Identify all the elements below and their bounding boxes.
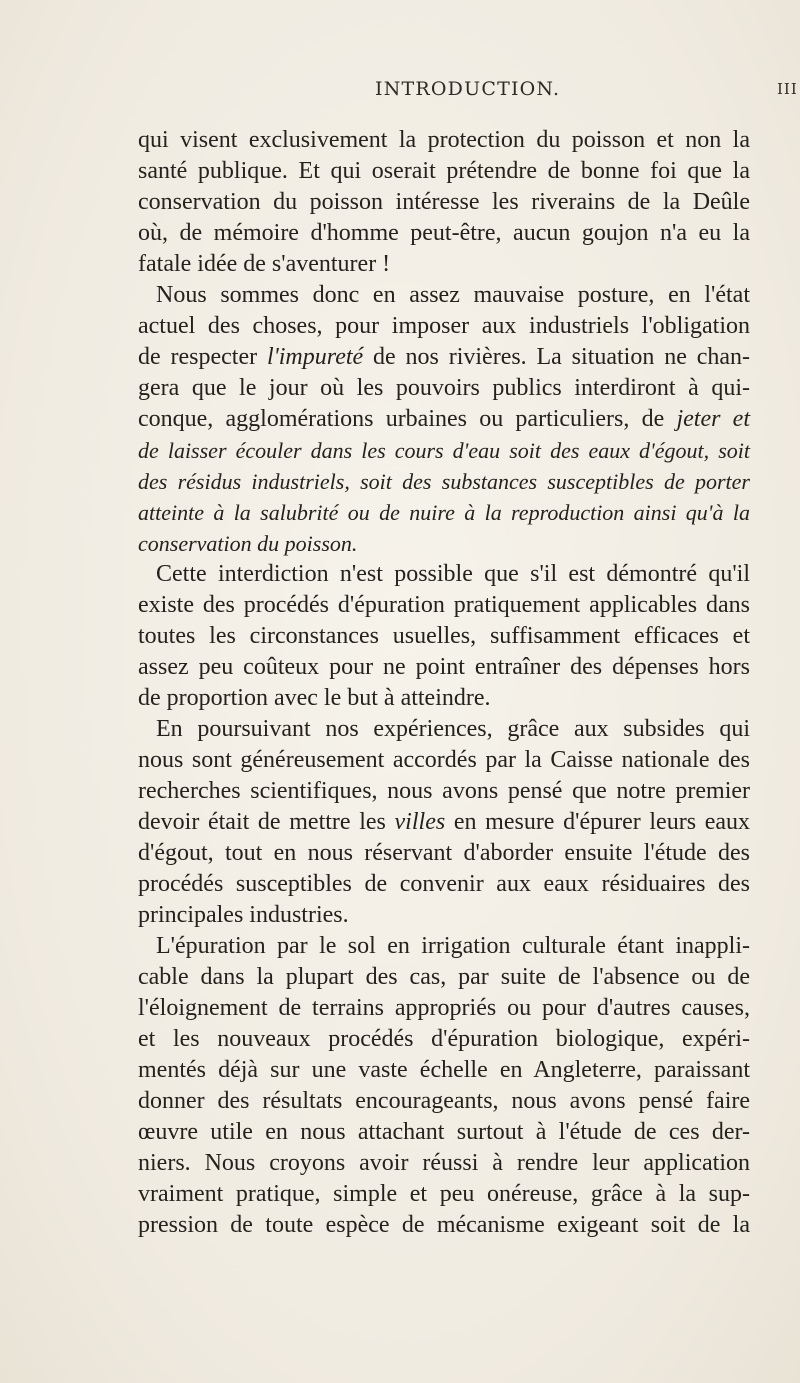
running-head — [0, 78, 800, 108]
text-line: qui visent exclusivement la protection du poisson et non la — [138, 127, 750, 153]
text-line: vraiment pratique, simple et peu onéreuse, grâce à la sup- — [138, 1181, 750, 1207]
text-line: atteinte à la salubrité ou de nuire à la reproduction ainsi qu'à la — [138, 500, 750, 525]
text-line: d'égout, tout en nous réservant d'aborder ensuite l'étude des — [138, 840, 750, 866]
text-line: œuvre utile en nous attachant surtout à l'étude de ces der- — [138, 1119, 750, 1145]
text-line: donner des résultats encourageants, nous avons pensé faire — [138, 1088, 750, 1114]
text-line: actuel des choses, pour imposer aux industriels l'obligation — [138, 313, 750, 339]
italic-phrase: jeter et — [676, 406, 750, 432]
text-line: de laisser écouler dans les cours d'eau soit des eaux d'égout, soit — [138, 438, 750, 463]
text-line: où, de mémoire d'homme peut-être, aucun goujon n'a eu la — [138, 220, 750, 246]
text-line: existe des procédés d'épuration pratiquement applicables dans — [138, 592, 750, 618]
text-line-mixed: devoir était de mettre les villes en mesure d'épurer leurs eaux — [138, 809, 751, 835]
text-line: et les nouveaux procédés d'épuration biologique, expéri- — [138, 1026, 750, 1052]
text-line: pression de toute espèce de mécanisme exigeant soit de la — [138, 1212, 750, 1238]
text-line: de proportion avec le but à atteindre. — [138, 685, 491, 711]
text-line: nous sont généreusement accordés par la Caisse nationale des — [138, 747, 750, 773]
text-line: mentés déjà sur une vaste échelle en Angleterre, paraissant — [138, 1057, 750, 1083]
running-title: INTRODUCTION. — [375, 78, 561, 100]
text-line: assez peu coûteux pour ne point entraîner des dépenses hors — [138, 654, 750, 680]
text-line: gera que le jour où les pouvoirs publics interdiront à qui- — [138, 375, 750, 401]
italic-phrase: l'impureté — [266, 344, 364, 370]
page-number: III — [777, 80, 798, 98]
text-line: L'épuration par le sol en irrigation culturale étant inappli- — [156, 933, 750, 959]
text-line: l'éloignement de terrains appropriés ou pour d'autres causes, — [138, 995, 750, 1021]
text-line-mixed: conque, agglomérations urbaines ou particuliers, de jeter et — [138, 406, 750, 432]
text-line: Cette interdiction n'est possible que s'il est démontré qu'il — [156, 561, 750, 587]
text-line: conservation du poisson. — [138, 531, 358, 556]
text-line: fatale idée de s'aventurer ! — [138, 251, 391, 277]
body-text — [138, 125, 750, 1241]
text-line: Nous sommes donc en assez mauvaise posture, en l'état — [156, 282, 750, 308]
text-line: En poursuivant nos expériences, grâce aux subsides qui — [156, 716, 750, 742]
text-line-mixed: de respecter l'impureté de nos rivières. La situation ne chan- — [138, 344, 750, 370]
text-line: recherches scientifiques, nous avons pensé que notre premier — [138, 778, 750, 804]
text-line: principales industries. — [138, 902, 349, 928]
text-line: santé publique. Et qui oserait prétendre de bonne foi que la — [138, 158, 750, 184]
text-line: conservation du poisson intéresse les riverains de la Deûle — [138, 189, 750, 215]
text-line: toutes les circonstances usuelles, suffisamment efficaces et — [138, 623, 750, 649]
text-line: procédés susceptibles de convenir aux eaux résiduaires des — [138, 871, 750, 897]
text-line: niers. Nous croyons avoir réussi à rendre leur application — [138, 1150, 750, 1176]
italic-phrase: villes — [394, 809, 446, 835]
text-line: des résidus industriels, soit des substances susceptibles de porter — [138, 469, 750, 494]
text-line: cable dans la plupart des cas, par suite de l'absence ou de — [138, 964, 750, 990]
